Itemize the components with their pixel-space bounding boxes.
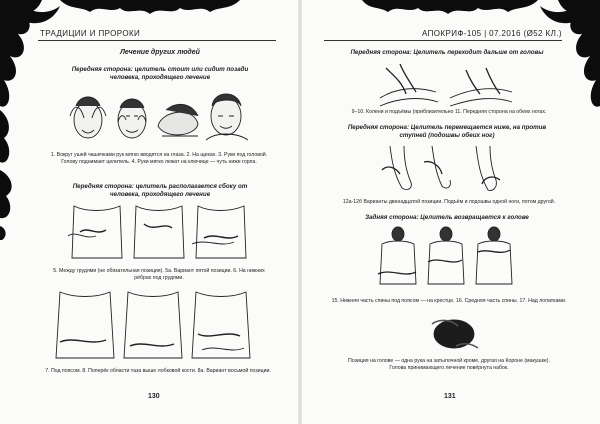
caption: Позиция на голове — одна рука на затылочной кроме, другая на Короне (макушке). Голова принимающего лечение повёрнута набок. xyxy=(348,358,550,371)
section-heading: Передняя сторона: Целитель перемещается ниже, на против ступней (подошвы обеих ног) xyxy=(347,124,547,139)
illustration-back-positions xyxy=(376,224,516,286)
left-page xyxy=(0,0,298,424)
running-head: АПОКРИФ-105 | 07.2016 (Ø52 КЛ.) xyxy=(422,29,562,38)
header-rule xyxy=(38,40,276,41)
tribal-ornament-top-icon xyxy=(362,0,538,29)
caption: 9–10. Колени и подъёмы (приблизительно 11. Передняя сторона на обеих ногах. xyxy=(351,109,547,115)
illustration-head-positions xyxy=(66,86,256,148)
caption: 7. Под поясом. 8. Поперёк области таза выше лобковой кости. 8а. Вариант восьмой позиции. xyxy=(45,368,271,374)
illustration-head-back-position xyxy=(426,312,482,352)
section-heading: Задняя сторона: Целитель возвращается к голове xyxy=(365,214,529,221)
caption: 15. Нижняя часть спины под поясом — на крестце. 16. Средняя часть спины. 17. Над лопатками. xyxy=(331,298,567,304)
page-number: 131 xyxy=(444,393,456,400)
illustration-feet-positions xyxy=(380,140,510,196)
tribal-ornament-top-icon xyxy=(60,0,240,29)
illustration-abdomen-positions xyxy=(54,290,260,362)
section-heading: Передняя сторона: целитель стоит или сидит позади человека, проходящего лечение xyxy=(71,66,249,81)
page-number: 130 xyxy=(148,393,160,400)
header-rule xyxy=(324,40,562,41)
illustration-knee-positions xyxy=(376,58,516,108)
illustration-chest-positions xyxy=(66,202,256,262)
page-title: Лечение других людей xyxy=(120,49,200,56)
caption: 5. Между грудями (не обязательная позиция). 5а. Вариант пятой позиции. 6. На нижних рёбрах под грудями. xyxy=(53,268,265,281)
caption: 12а-12б Варианты двенадцатой позиции. Подъём и подошвы одной ноги, потом другой. xyxy=(342,199,556,205)
tribal-ornament-right-icon xyxy=(538,0,600,125)
right-page xyxy=(302,0,600,424)
running-head: ТРАДИЦИИ И ПРОРОКИ xyxy=(40,29,141,38)
caption: 1. Вокруг ушей чашечками рук мягко вводятся на глаза. 2. На щеках. 3. Руки под головой. Голову поднимает целитель. 4. Руки мягко лежат на ключице — чуть ниже горла. xyxy=(50,152,268,165)
section-heading: Передняя сторона: Целитель переходит дальше от головы xyxy=(350,49,544,56)
section-heading: Передняя сторона: целитель располагается сбоку от человека, проходящего лечение xyxy=(72,183,248,198)
